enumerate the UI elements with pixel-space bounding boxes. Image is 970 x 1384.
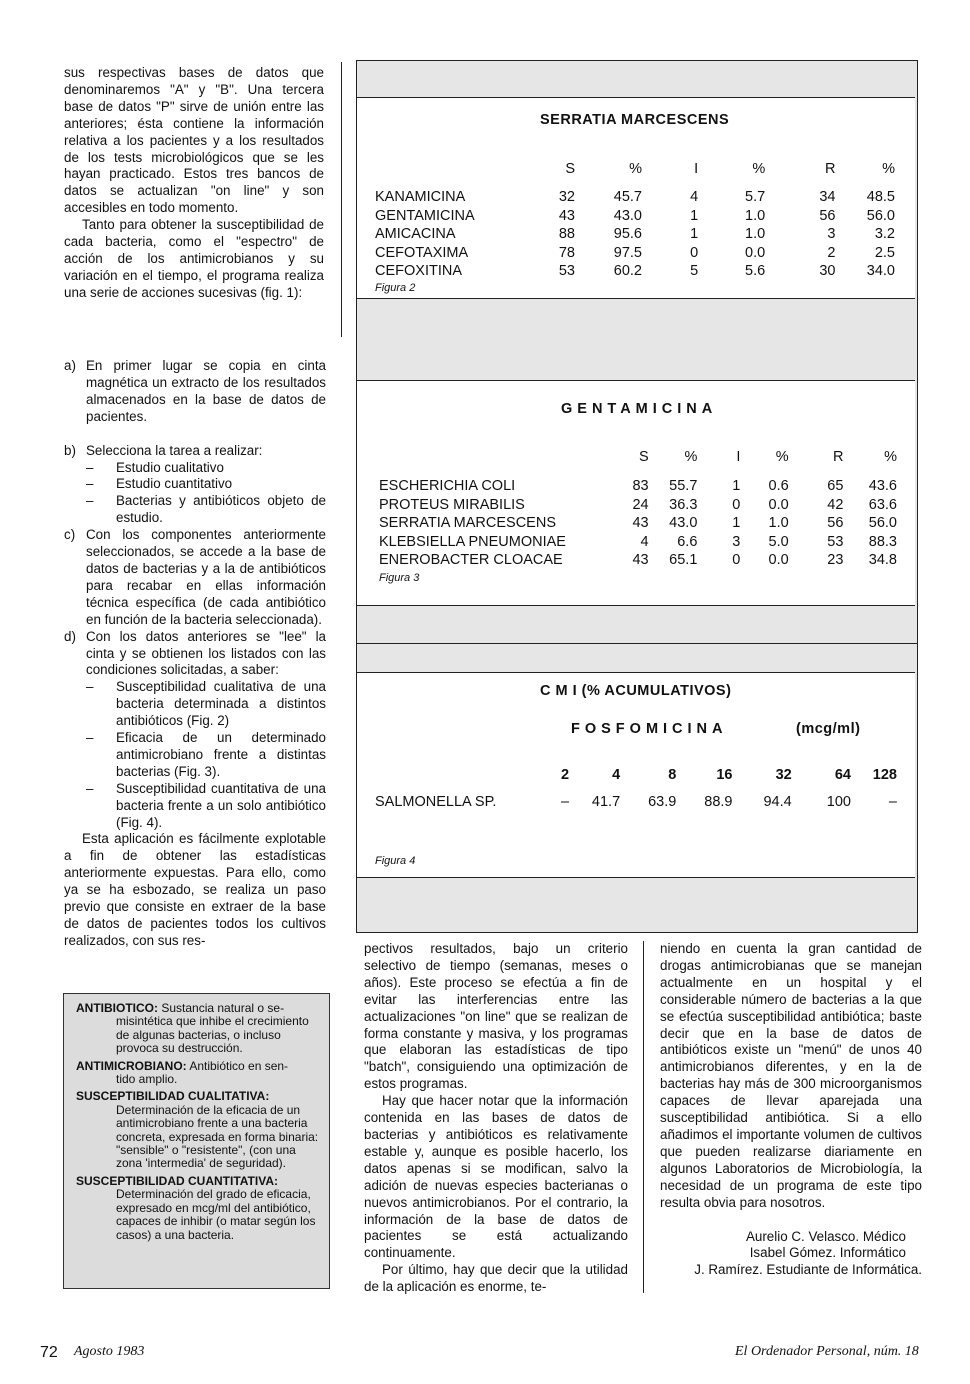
table-row: ESCHERICHIA COLI 83 55.7 1 0.6 65 43.6 [379,478,897,495]
column-divider [341,62,342,337]
fig2-title: SERRATIA MARCESCENS [540,112,730,128]
sub-item-d-3: – Susceptibilidad cuantitativa de una bacteria frente a un solo antibiótico (Fig. 4). [86,780,326,830]
author-2: Isabel Gómez. Informático [749,1245,906,1261]
list-text-c: Con los componentes anteriormente seleccionados, se accede a la base de datos de bacterias y a la de antibióticos para recabar en ellas información técnica específica (de cada antibiótico en función de la bacteria seleccionada). [86,527,326,627]
sub-item-b-1: – Estudio cualitativo [86,459,224,475]
glossary-entry-antimicrobiano: ANTIMICROBIANO: Antibiótico en sen- tido amplio. [76,1058,289,1087]
list-label-c: c) [64,527,76,543]
left-column-top [64,65,324,302]
fig4-title: C M I (% ACUMULATIVOS) [540,683,732,699]
paragraph-2: Tanto para obtener la susceptibilidad de cada bacteria, como el "espectro" de acción de los antimicrobianos y su variación en el tiempo, el programa realiza una serie de acciones sucesivas (fig. 1): [64,217,324,300]
sub-item-b-3: – Bacterias y antibióticos objeto de estudio. [86,493,326,526]
fig4-subtitle: FOSFOMICINA [571,721,728,737]
table-row: AMICACINA 88 95.6 1 1.0 3 3.2 [375,226,895,243]
right-column [660,941,922,1279]
list-label-b: b) [64,442,76,458]
right-paragraph-1: niendo en cuenta la gran cantidad de drogas antimicrobianas que se manejan actualmente en un hospital y el considerable número de bacterias a la que se efectúa susceptibilidad antibiótica; baste decir que en la base de datos de antibióticos existe un "menú" de unos 40 antimicrobianos diferentes, y en la de bacterias hay más de 300 microorganismos capaces de llevar aparejada una susceptibilidad antibiótica. Si a ello añadimos el importante volumen de cultivos que pueden realizarse diariamente en algunos Laboratorios de Microbiología, la necesidad de un programa de este tipo resulta obvia para nosotros. [660,941,922,1210]
figure-3 [357,380,915,606]
table-row: PROTEUS MIRABILIS 24 36.3 0 0.0 42 63.6 [379,496,897,513]
fig3-label: Figura 3 [379,572,420,584]
left-column-list [64,358,326,950]
magazine-name: El Ordenador Personal, núm. 18 [735,1344,919,1359]
table-row: CEFOTAXIMA 78 97.5 0 0.0 2 2.5 [375,244,895,261]
fig2-table [375,150,895,281]
table-row: SALMONELLA SP. – 41.7 63.9 88.9 94.4 100 – [375,794,897,811]
list-text-b: Selecciona la tarea a realizar: [86,442,263,458]
list-item-d [64,629,326,680]
glossary-entry-susceptibilidad-cualitativa: SUSCEPTIBILIDAD CUALITATIVA: Determinación de la eficacia de un antimicrobiano frente a una bacteria concreta, expresada en forma binaria: "sensible" o "resistente", (con una zona 'intermedia' de seguridad). [76,1089,319,1171]
closing-paragraph: Esta aplicación es fácilmente explotable a fin de obtener las estadísticas anteriormente expuestas. Para ello, como ya se ha esbozado, se realiza un paso previo que consiste en extraer de la base de datos de pacientes todos los cultivos realizados, con sus res- [64,831,326,948]
list-item-c [64,527,326,628]
fig4-unit: (mcg/ml) [796,721,861,737]
list-label-d: d) [64,628,76,644]
fig4-header-row: 2 4 8 16 32 64 128 [561,767,897,783]
fig2-label: Figura 2 [375,282,416,294]
list-text-a: En primer lugar se copia en cinta magnética un extracto de los resultados almacenados en la base de datos de pacientes. [86,358,326,424]
list-text-d: Con los datos anteriores se "lee" la cinta y se obtienen los listados con las condiciones solicitadas, a saber: [86,628,326,678]
table-row: CEFOXITINA 53 60.2 5 5.6 30 34.0 [375,263,895,280]
table-row: KANAMICINA 32 45.7 4 5.7 34 48.5 [375,189,895,206]
table-row: GENTAMICINA 43 43.0 1 1.0 56 56.0 [375,207,895,224]
fig3-table [379,437,897,570]
list-label-a: a) [64,358,76,373]
middle-paragraph-2: Hay que hacer notar que la información contenida en las bases de datos de bacterias y antibióticos es relativamente estable y, aunque es posible hacerlo, los datos apenas si se modifican, salvo la adición de nuevas especies bacterianas o nuevos antimicrobianos. Por el contrario, la información de la base de datos de pacientes se está actualizando continuamente. [364,1093,628,1261]
middle-paragraph-3: Por último, hay que decir que la utilidad de la aplicación es enorme, te- [364,1262,628,1295]
column-divider-2 [643,941,644,1293]
issue-date: Agosto 1983 [74,1344,145,1359]
fig4-table [375,757,897,812]
sub-item-b-2: – Estudio cuantitativo [86,476,233,492]
fig2-header-row: S % I % R % [565,161,895,177]
glossary-entry-susceptibilidad-cuantitativa: SUSCEPTIBILIDAD CUANTITATIVA: Determinación del grado de eficacia, expresado en mcg/ml del antibiótico, capaces de inhibir (o matar según los casos) a una bacteria. [76,1173,316,1242]
sub-item-d-2: – Eficacia de un determinado antimicrobiano frente a distintas bacterias (Fig. 3). [86,730,326,779]
glossary-entry-antibiotico: ANTIBIOTICO: Sustancia natural o se- misintética que inhibe el crecimiento de algunas bacterias, o incluso provoca su destrucción. [76,1001,309,1056]
author-1: Aurelio C. Velasco. Médico [745,1228,906,1244]
list-item-b [64,443,326,460]
glossary-box [63,993,330,1289]
fig4-label: Figura 4 [375,855,416,867]
middle-column [364,941,628,1296]
figure-2 [357,97,915,299]
figure-4 [357,672,915,878]
page-number: 72 [40,1344,58,1361]
table-row: KLEBSIELLA PNEUMONIAE 4 6.6 3 5.0 53 88.3 [379,533,897,550]
fig3-title: GENTAMICINA [561,401,718,417]
table-row: SERRATIA MARCESCENS 43 43.0 1 1.0 56 56.0 [379,515,897,532]
middle-paragraph-1: pectivos resultados, bajo un criterio selectivo de tiempo (semanas, meses o años). Este proceso se efectúa a fin de evitar las interferencias entre las actualizaciones "on line" que se realizan de forma constante y masiva, y los programas que elaboran las estadísticas de tipo "batch", consiguiendo una optimización de estos programas. [364,941,628,1092]
sub-item-d-1: – Susceptibilidad cualitativa de una bacteria determinada a distintos antibióticos (Fig. 2) [86,679,326,729]
list-item-a [64,358,326,426]
table-row: ENEROBACTER CLOACAE 43 65.1 0 0.0 23 34.8 [379,552,897,569]
author-3: J. Ramírez. Estudiante de Informática. [694,1262,922,1278]
fig3-header-row: S % I % R % [638,449,897,465]
intro-paragraph: sus respectivas bases de datos que denominaremos "A" y "B". Una tercera base de datos "P" sirve de unión entre las anteriores; ésta contiene la información relativa a los pacientes y a los resultados de los tests microbiológicos que se les hayan practicado. Estos tres bancos de datos se actualizan "on line" y son accesibles en todo momento. [64,65,324,216]
